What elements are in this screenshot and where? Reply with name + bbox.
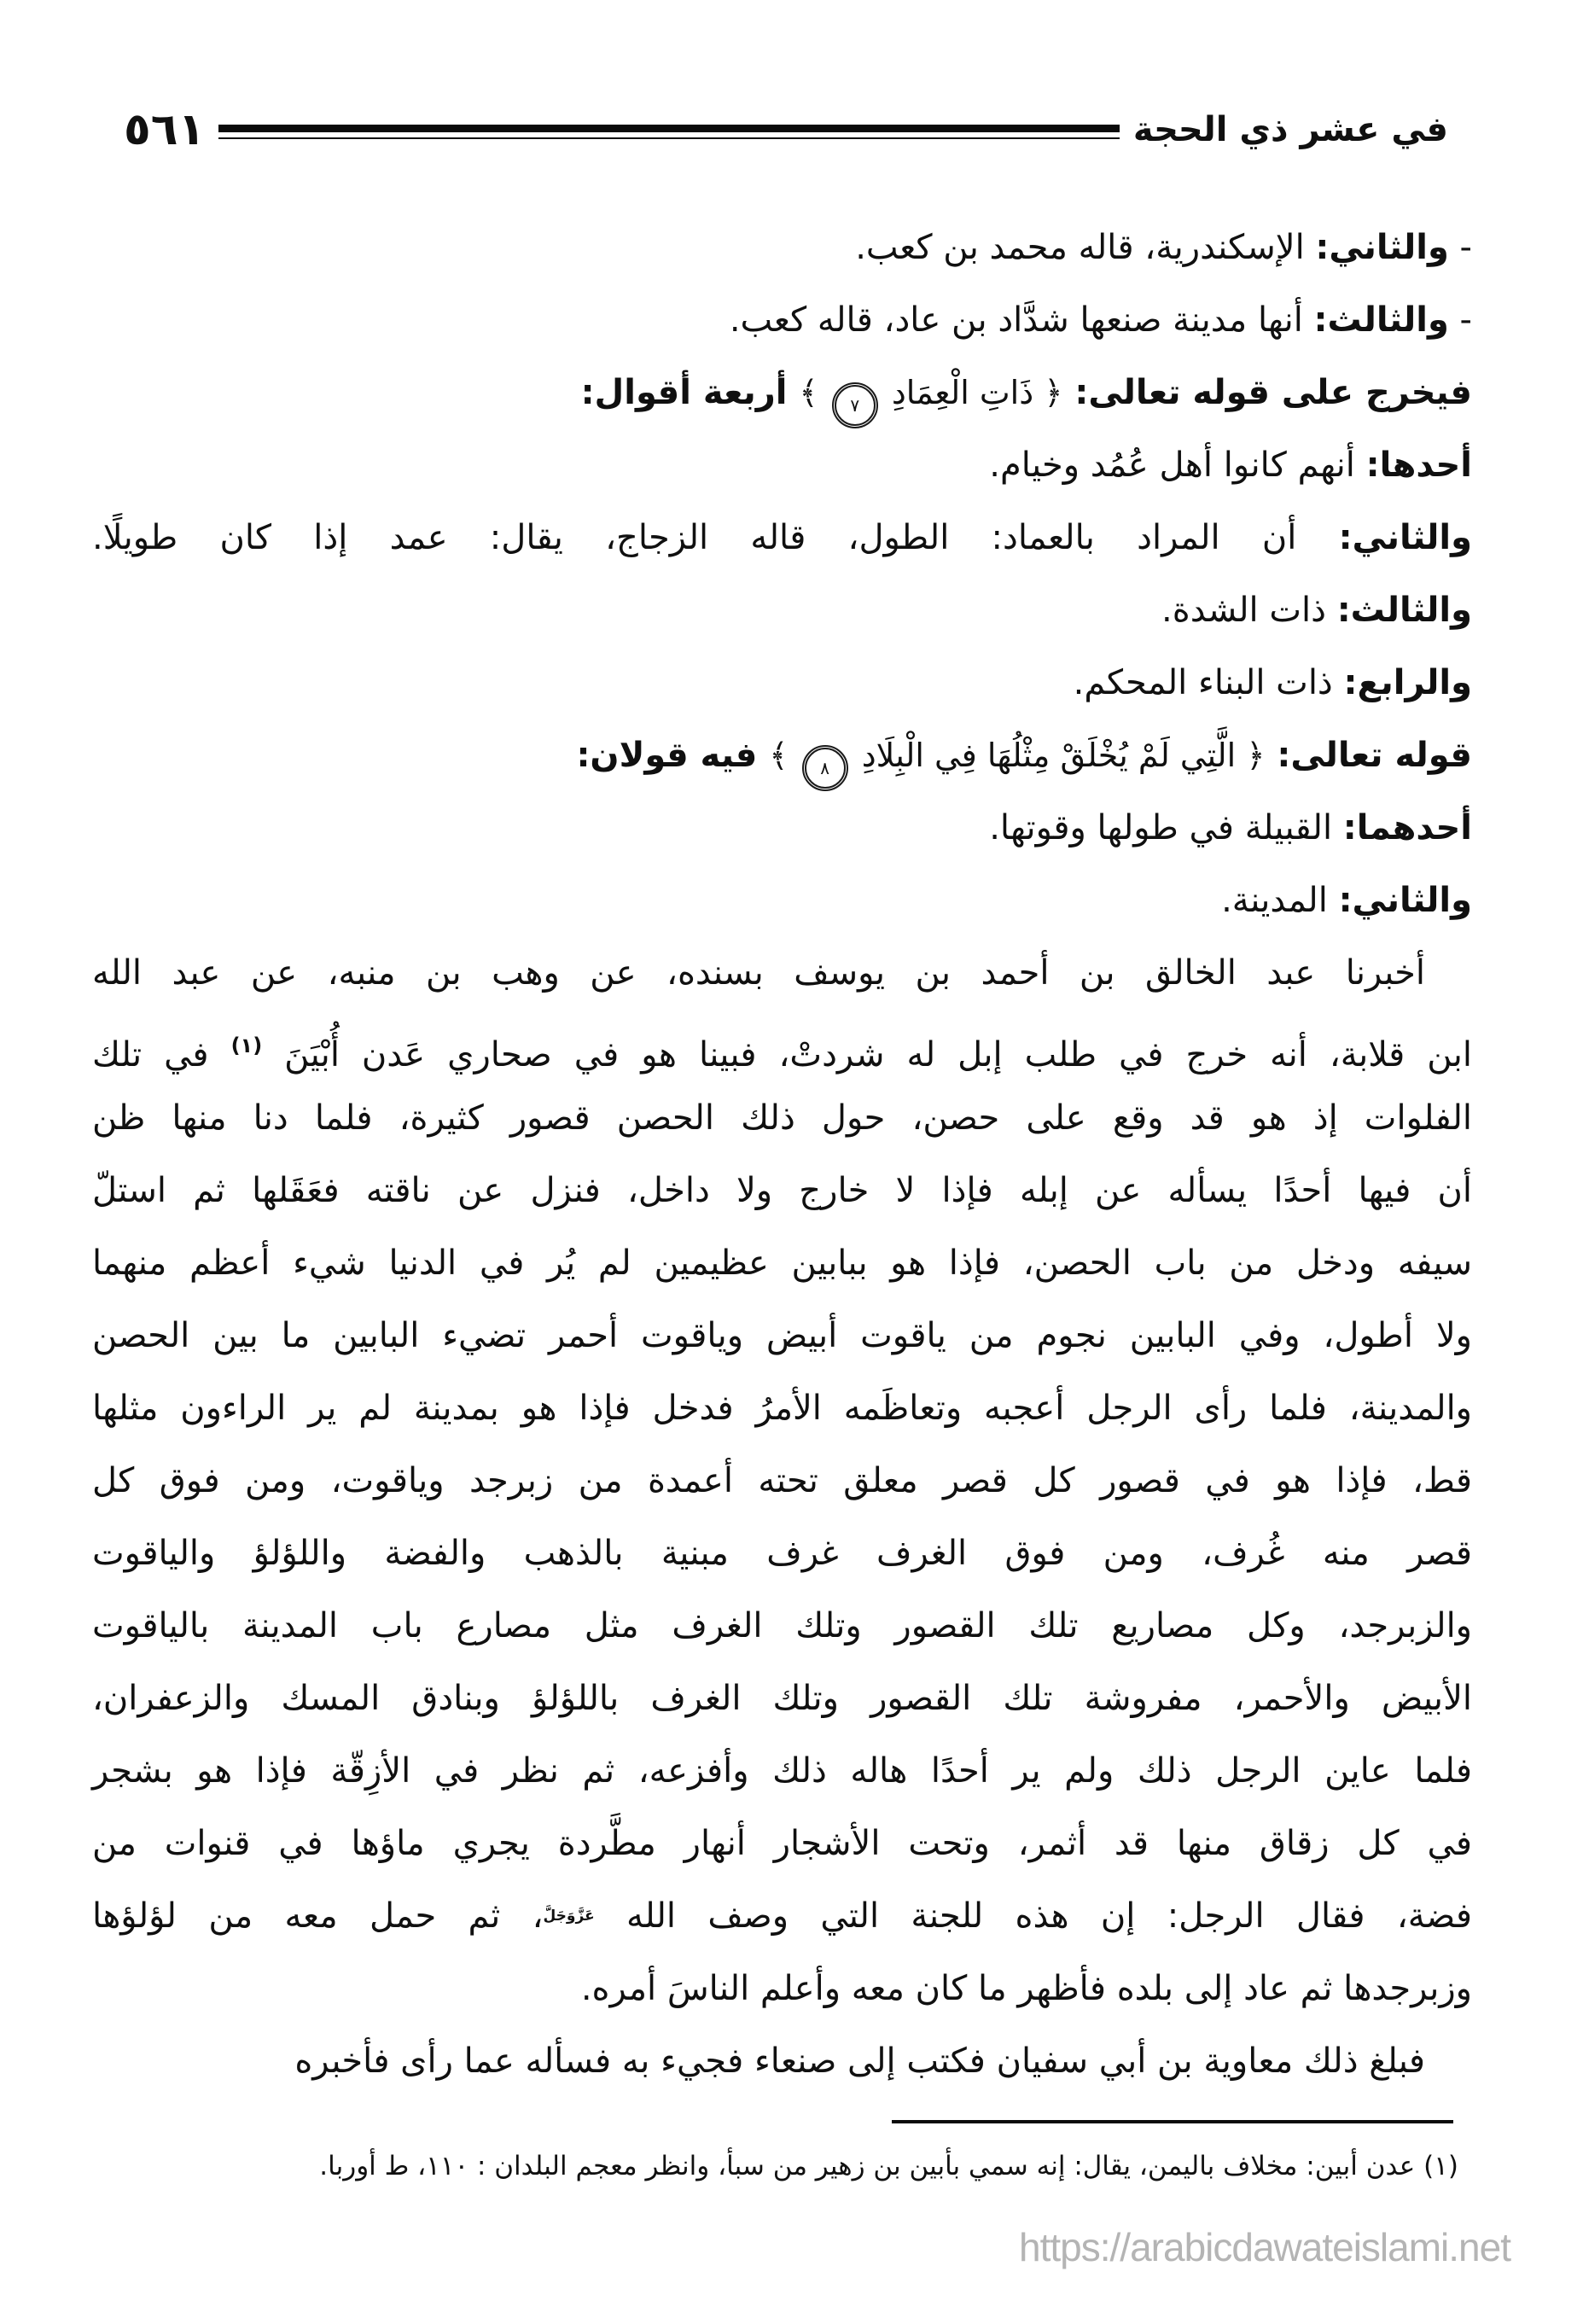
page-header — [124, 104, 1448, 155]
body-line — [92, 357, 1472, 429]
body-line — [92, 429, 1472, 502]
keyword-bold: والثاني: — [1338, 881, 1472, 920]
keyword-bold: أحدهما: — [1342, 808, 1472, 847]
text-segment: فبلغ ذلك معاوية بن أبي سفيان فكتب إلى صنعاء فجيء به فسأله عما رأى فأخبره — [294, 2042, 1425, 2081]
text-segment: قط، فإذا هو في قصور كل قصر معلق تحته أعمدة من زبرجد وياقوت، ومن فوق كل — [92, 1461, 1472, 1500]
text-segment: والمدينة، فلما رأى الرجل أعجبه وتعاظَمه الأمرُ فدخل فإذا هو بمدينة لم ير الراءون مثلها — [92, 1389, 1472, 1428]
text-segment: في كل زقاق منها قد أثمر، وتحت الأشجار أنهار مطَّردة يجري ماؤها في قنوات من — [92, 1824, 1472, 1863]
body-line — [92, 2025, 1472, 2098]
watermark-url: https://arabicdawateislami.net — [1019, 2225, 1510, 2269]
keyword-bold: والرابع: — [1343, 663, 1472, 702]
body-line — [92, 284, 1472, 357]
footnote-text: (١) عدن أبين: مخلاف باليمن، يقال: إنه سمي بأبين بن زهير من سبأ، وانظر معجم البلدان : ١١٠، ط أوربا. — [319, 2151, 1458, 2181]
body-line — [92, 647, 1472, 719]
text-segment: والزبرجد، وكل مصاريع تلك القصور وتلك الغرف مثل مصارع باب المدينة بالياقوت — [92, 1606, 1472, 1645]
honorific-symbol: عَزَّوَجَلَّ — [543, 1908, 595, 1925]
text-segment: الأبيض والأحمر، مفروشة تلك القصور وتلك الغرف باللؤلؤ وبنادق المسك والزعفران، — [92, 1679, 1472, 1718]
body-line — [92, 1735, 1472, 1808]
text-segment: في تلك — [92, 1035, 231, 1075]
body-line — [92, 792, 1472, 865]
ayah-number: ٨ — [802, 745, 848, 791]
text-segment: ، ثم حمل معه من لؤلؤها — [92, 1896, 544, 1936]
keyword-bold: أحدها: — [1365, 446, 1472, 485]
body-line — [92, 1590, 1472, 1663]
keyword-bold: فيه قولان: — [576, 736, 770, 775]
text-segment: سيفه ودخل من باب الحصن، فإذا هو ببابين عظيمين لم يُر في الدنيا شيء أعظم منهما — [92, 1244, 1472, 1283]
text-segment: القبيلة في طولها وقوتها. — [989, 808, 1343, 847]
text-segment: أنها مدينة صنعها شدَّاد بن عاد، قاله كعب. — [729, 300, 1314, 340]
text-segment: أخبرنا عبد الخالق بن أحمد بن يوسف بسنده، عن وهب بن منبه، عن عبد الله — [92, 953, 1425, 993]
footnote — [128, 2139, 1458, 2193]
text-segment: أن المراد بالعماد: الطول، قاله الزجاج، يقال: عمد إذا كان طويلًا. — [92, 518, 1339, 557]
quran-verse: ﴿ ذَاتِ الْعِمَادِ — [881, 374, 1063, 411]
text-segment: أنهم كانوا أهل عُمُد وخيام. — [989, 446, 1366, 485]
text-segment: المدينة. — [1221, 881, 1339, 920]
body-line — [92, 1010, 1472, 1082]
text-segment: أن فيها أحدًا يسأله عن إبله فإذا لا خارج ولا داخل، فنزل عن ناقته فعَقَلها ثم استلّ — [92, 1171, 1472, 1210]
body-line — [92, 1372, 1472, 1445]
quran-verse: ﴾ — [769, 737, 799, 774]
keyword-bold: والثالث: — [1336, 591, 1472, 630]
quran-verse: ﴿ الَّتِي لَمْ يُخْلَقْ مِثْلُهَا فِي الْبِلَادِ — [851, 737, 1266, 774]
body-line — [92, 1663, 1472, 1735]
keyword-bold: قوله تعالى: — [1265, 736, 1472, 775]
body-line — [92, 1808, 1472, 1880]
body-line — [92, 1445, 1472, 1517]
body-line — [92, 574, 1472, 647]
text-segment: فضة، فقال الرجل: إن هذه للجنة التي وصف الله — [594, 1896, 1472, 1936]
text-segment: - — [1448, 228, 1472, 267]
header-title: في عشر ذي الحجة — [1132, 110, 1448, 149]
text-segment: ذات البناء المحكم. — [1073, 663, 1344, 702]
text-segment: وزبرجدها ثم عاد إلى بلده فأظهر ما كان معه وأعلم الناسَ أمره. — [580, 1969, 1472, 2008]
text-segment: الفلوات إذ هو قد وقع على حصن، حول ذلك الحصن قصور كثيرة، فلما دنا منها ظن — [92, 1098, 1472, 1138]
text-segment: ابن قلابة، أنه خرج في طلب إبل له شردتْ، فبينا هو في صحاري عَدن أُبْيَنَ — [262, 1035, 1472, 1075]
text-segment: ولا أطول، وفي البابين نجوم من ياقوت أبيض وياقوت أحمر تضيء البابين ما بين الحصن — [92, 1316, 1472, 1355]
footnote-ref: (١) — [230, 1034, 263, 1057]
header-rule — [218, 121, 1120, 139]
keyword-bold: والثالث: — [1313, 300, 1449, 340]
text-segment: الإسكندرية، قاله محمد بن كعب. — [855, 228, 1316, 267]
body-line — [92, 1155, 1472, 1227]
body-line — [92, 1227, 1472, 1300]
ayah-number: ٧ — [832, 382, 878, 428]
keyword-bold: والثاني: — [1338, 518, 1472, 557]
keyword-bold: فيخرج على قوله تعالى: — [1062, 373, 1472, 412]
body-line — [92, 1880, 1472, 1953]
keyword-bold: والثاني: — [1315, 228, 1449, 267]
body-line — [92, 1953, 1472, 2025]
body-line — [92, 937, 1472, 1010]
body-text — [92, 212, 1472, 2098]
quran-verse: ﴾ — [799, 374, 829, 411]
body-line — [92, 1517, 1472, 1590]
body-line — [92, 1300, 1472, 1372]
body-line — [92, 212, 1472, 284]
body-line — [92, 719, 1472, 792]
text-segment: ذات الشدة. — [1161, 591, 1337, 630]
text-segment: قصر منه غُرف، ومن فوق الغرف غرف مبنية بالذهب والفضة واللؤلؤ والياقوت — [92, 1534, 1472, 1573]
page-number: ٥٦١ — [124, 104, 206, 155]
header-rule-thick — [218, 125, 1120, 132]
body-line — [92, 1082, 1472, 1155]
footnote-separator — [892, 2120, 1453, 2123]
body-line — [92, 502, 1472, 574]
text-segment: فلما عاين الرجل ذلك ولم ير أحدًا هاله ذلك وأفزعه، ثم نظر في الأزِقّة فإذا هو بشجر — [92, 1751, 1472, 1791]
text-segment: - — [1448, 300, 1472, 340]
body-line — [92, 865, 1472, 937]
keyword-bold: أربعة أقوال: — [580, 373, 800, 412]
header-rule-thin — [218, 137, 1120, 139]
